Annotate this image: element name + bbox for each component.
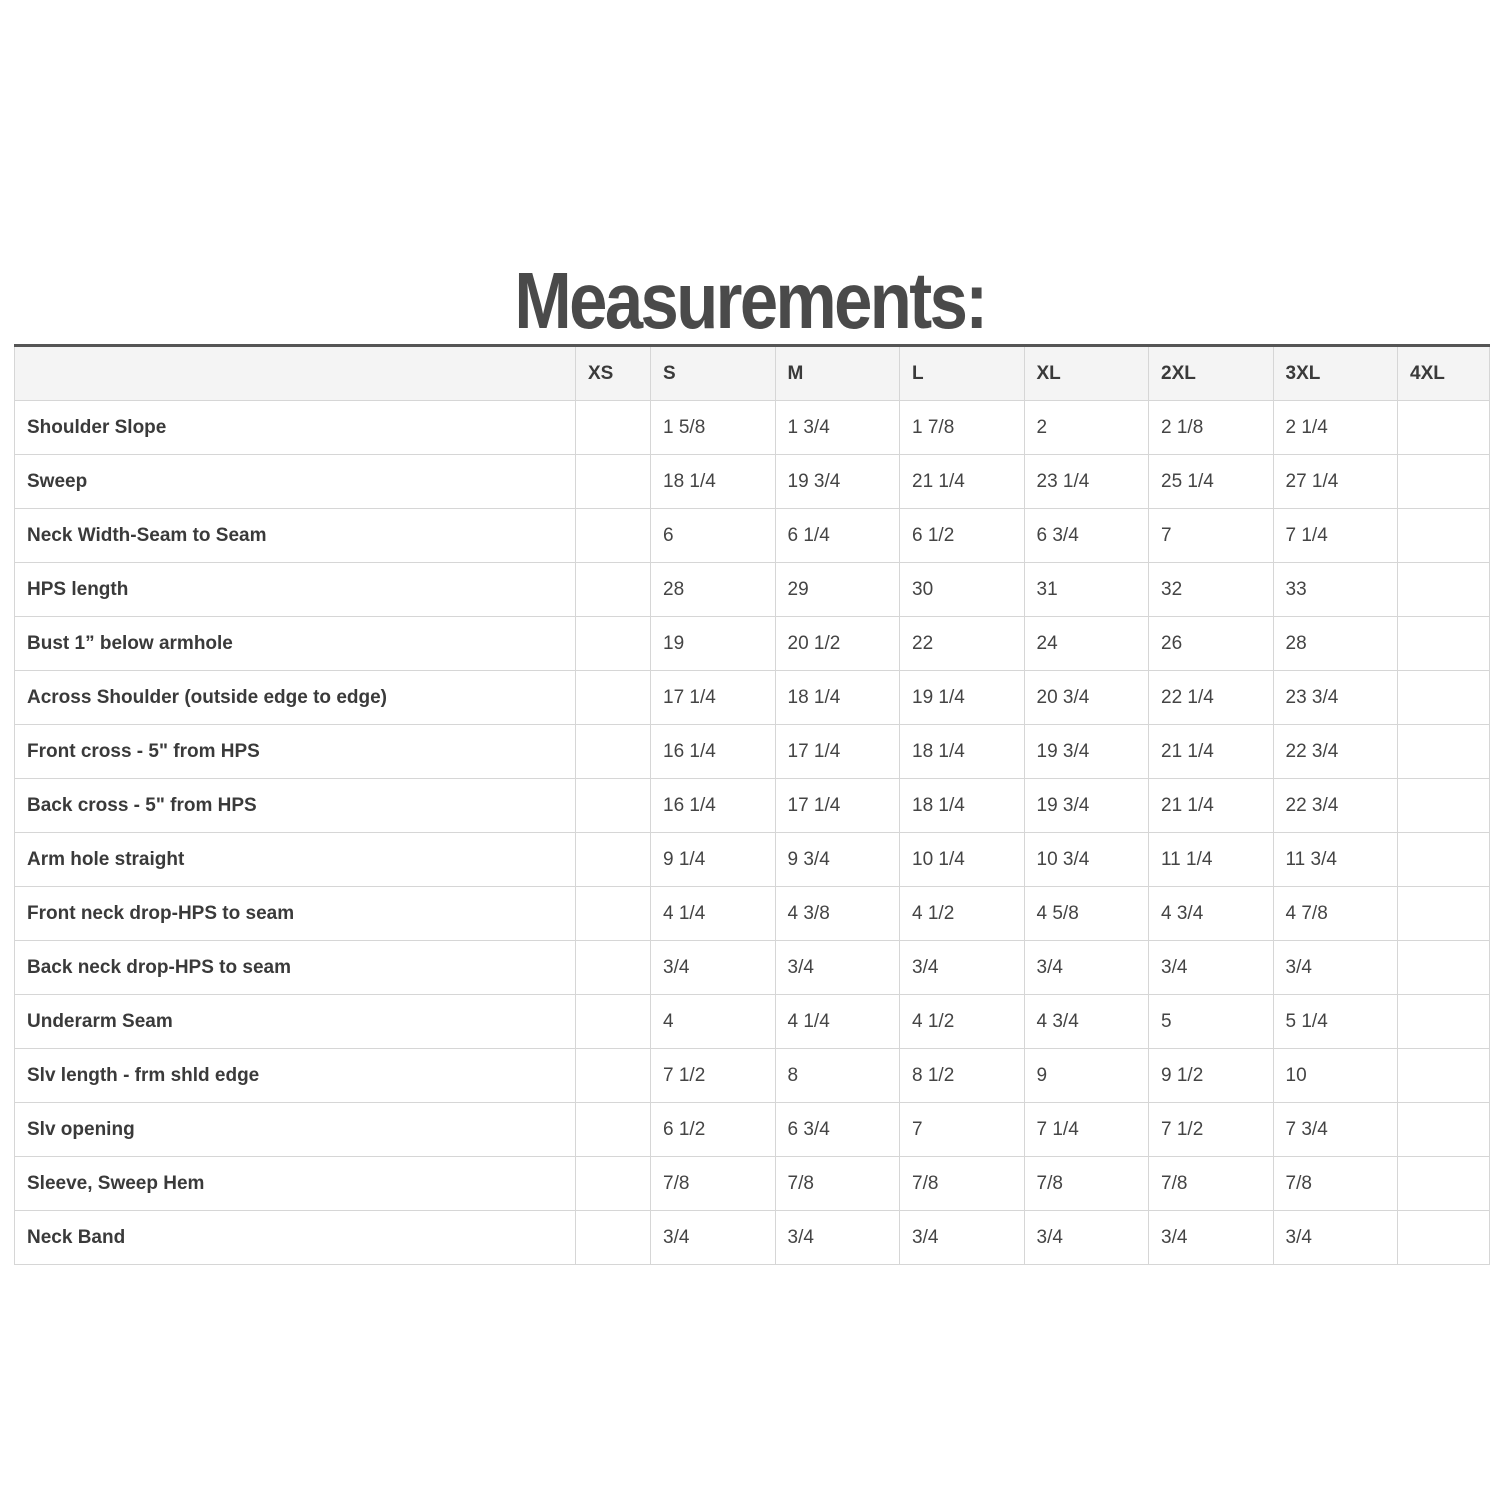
header-cell-size: 4XL bbox=[1398, 346, 1490, 401]
table-cell bbox=[576, 1211, 651, 1265]
table-cell: 16 1/4 bbox=[651, 779, 776, 833]
header-cell-label bbox=[15, 346, 576, 401]
table-cell: 7 1/4 bbox=[1273, 509, 1398, 563]
table-cell: 5 bbox=[1149, 995, 1274, 1049]
measurements-table bbox=[14, 344, 1490, 1265]
table-cell: 3/4 bbox=[651, 941, 776, 995]
table-cell: 3/4 bbox=[900, 1211, 1025, 1265]
row-label: Back cross - 5" from HPS bbox=[15, 779, 576, 833]
table-cell: 17 1/4 bbox=[775, 725, 900, 779]
table-cell: 8 1/2 bbox=[900, 1049, 1025, 1103]
table-cell: 4 1/4 bbox=[775, 995, 900, 1049]
table-row bbox=[15, 1157, 1490, 1211]
table-cell: 7/8 bbox=[651, 1157, 776, 1211]
table-cell: 6 1/4 bbox=[775, 509, 900, 563]
table-cell: 18 1/4 bbox=[651, 455, 776, 509]
table-cell: 4 3/4 bbox=[1024, 995, 1149, 1049]
table-cell: 3/4 bbox=[651, 1211, 776, 1265]
table-cell: 7 bbox=[1149, 509, 1274, 563]
table-cell: 19 1/4 bbox=[900, 671, 1025, 725]
table-cell: 21 1/4 bbox=[1149, 779, 1274, 833]
table-row bbox=[15, 563, 1490, 617]
table-cell: 33 bbox=[1273, 563, 1398, 617]
table-cell bbox=[1398, 455, 1490, 509]
table-row bbox=[15, 1211, 1490, 1265]
table-cell: 4 5/8 bbox=[1024, 887, 1149, 941]
table-cell: 3/4 bbox=[1024, 1211, 1149, 1265]
table-cell: 4 1/4 bbox=[651, 887, 776, 941]
header-cell-size: S bbox=[651, 346, 776, 401]
row-label: Bust 1” below armhole bbox=[15, 617, 576, 671]
table-cell: 28 bbox=[651, 563, 776, 617]
table-cell: 22 bbox=[900, 617, 1025, 671]
table-cell bbox=[1398, 887, 1490, 941]
table-cell: 10 1/4 bbox=[900, 833, 1025, 887]
table-row bbox=[15, 941, 1490, 995]
table-cell: 4 1/2 bbox=[900, 995, 1025, 1049]
table-cell: 16 1/4 bbox=[651, 725, 776, 779]
table-cell: 29 bbox=[775, 563, 900, 617]
table-cell bbox=[576, 1049, 651, 1103]
table-cell: 19 bbox=[651, 617, 776, 671]
table-cell: 26 bbox=[1149, 617, 1274, 671]
table-cell bbox=[1398, 995, 1490, 1049]
row-label: Front cross - 5" from HPS bbox=[15, 725, 576, 779]
table-cell: 10 bbox=[1273, 1049, 1398, 1103]
table-row bbox=[15, 617, 1490, 671]
table-cell bbox=[1398, 941, 1490, 995]
page-title: Measurements: bbox=[514, 256, 986, 345]
table-cell: 6 3/4 bbox=[775, 1103, 900, 1157]
table-cell: 7 bbox=[900, 1103, 1025, 1157]
row-label: Sweep bbox=[15, 455, 576, 509]
table-cell: 4 1/2 bbox=[900, 887, 1025, 941]
table-cell: 18 1/4 bbox=[900, 779, 1025, 833]
table-cell: 21 1/4 bbox=[900, 455, 1025, 509]
table-cell: 21 1/4 bbox=[1149, 725, 1274, 779]
table-cell bbox=[1398, 401, 1490, 455]
table-cell bbox=[1398, 1157, 1490, 1211]
table-cell: 1 7/8 bbox=[900, 401, 1025, 455]
table-cell: 7/8 bbox=[775, 1157, 900, 1211]
table-cell: 3/4 bbox=[775, 941, 900, 995]
table-cell bbox=[1398, 1049, 1490, 1103]
table-cell: 3/4 bbox=[1273, 1211, 1398, 1265]
table-cell: 18 1/4 bbox=[775, 671, 900, 725]
table-cell: 19 3/4 bbox=[1024, 779, 1149, 833]
table-row bbox=[15, 509, 1490, 563]
table-cell bbox=[1398, 617, 1490, 671]
table-cell: 19 3/4 bbox=[1024, 725, 1149, 779]
table-cell: 1 3/4 bbox=[775, 401, 900, 455]
table-cell: 9 3/4 bbox=[775, 833, 900, 887]
table-cell bbox=[576, 455, 651, 509]
row-label: Neck Band bbox=[15, 1211, 576, 1265]
table-cell: 4 3/8 bbox=[775, 887, 900, 941]
table-cell: 6 1/2 bbox=[900, 509, 1025, 563]
table-cell: 24 bbox=[1024, 617, 1149, 671]
table-cell: 17 1/4 bbox=[651, 671, 776, 725]
table-cell bbox=[576, 401, 651, 455]
table-row bbox=[15, 455, 1490, 509]
table-row bbox=[15, 887, 1490, 941]
measurements-table-container bbox=[14, 344, 1490, 1265]
table-cell: 22 3/4 bbox=[1273, 779, 1398, 833]
table-cell: 3/4 bbox=[900, 941, 1025, 995]
table-cell: 9 bbox=[1024, 1049, 1149, 1103]
table-cell bbox=[1398, 833, 1490, 887]
table-cell bbox=[576, 1157, 651, 1211]
table-cell: 5 1/4 bbox=[1273, 995, 1398, 1049]
row-label: Neck Width-Seam to Seam bbox=[15, 509, 576, 563]
row-label: Arm hole straight bbox=[15, 833, 576, 887]
table-cell bbox=[1398, 1211, 1490, 1265]
table-row bbox=[15, 833, 1490, 887]
table-cell bbox=[576, 833, 651, 887]
row-label: Shoulder Slope bbox=[15, 401, 576, 455]
header-cell-size: M bbox=[775, 346, 900, 401]
table-cell: 2 1/8 bbox=[1149, 401, 1274, 455]
row-label: Slv length - frm shld edge bbox=[15, 1049, 576, 1103]
table-cell: 7 1/2 bbox=[1149, 1103, 1274, 1157]
row-label: Across Shoulder (outside edge to edge) bbox=[15, 671, 576, 725]
table-cell: 7/8 bbox=[1024, 1157, 1149, 1211]
table-cell bbox=[576, 563, 651, 617]
table-row bbox=[15, 995, 1490, 1049]
row-label: Underarm Seam bbox=[15, 995, 576, 1049]
header-cell-size: 3XL bbox=[1273, 346, 1398, 401]
table-cell bbox=[576, 941, 651, 995]
table-cell: 2 1/4 bbox=[1273, 401, 1398, 455]
table-cell bbox=[576, 725, 651, 779]
table-cell: 27 1/4 bbox=[1273, 455, 1398, 509]
table-cell: 4 7/8 bbox=[1273, 887, 1398, 941]
table-row bbox=[15, 725, 1490, 779]
table-cell: 22 3/4 bbox=[1273, 725, 1398, 779]
table-cell: 2 bbox=[1024, 401, 1149, 455]
table-row bbox=[15, 1103, 1490, 1157]
row-label: HPS length bbox=[15, 563, 576, 617]
table-cell: 7 1/2 bbox=[651, 1049, 776, 1103]
table-cell: 19 3/4 bbox=[775, 455, 900, 509]
table-cell: 20 3/4 bbox=[1024, 671, 1149, 725]
row-label: Front neck drop-HPS to seam bbox=[15, 887, 576, 941]
table-cell bbox=[576, 1103, 651, 1157]
table-cell: 4 bbox=[651, 995, 776, 1049]
table-cell: 11 3/4 bbox=[1273, 833, 1398, 887]
table-cell: 30 bbox=[900, 563, 1025, 617]
table-cell bbox=[1398, 779, 1490, 833]
table-cell: 18 1/4 bbox=[900, 725, 1025, 779]
table-row bbox=[15, 671, 1490, 725]
table-cell: 17 1/4 bbox=[775, 779, 900, 833]
table-cell: 3/4 bbox=[1024, 941, 1149, 995]
header-cell-size: XS bbox=[576, 346, 651, 401]
table-cell: 3/4 bbox=[1273, 941, 1398, 995]
table-cell: 7/8 bbox=[900, 1157, 1025, 1211]
table-cell bbox=[576, 617, 651, 671]
table-cell bbox=[576, 995, 651, 1049]
table-cell bbox=[576, 779, 651, 833]
row-label: Slv opening bbox=[15, 1103, 576, 1157]
table-cell: 6 1/2 bbox=[651, 1103, 776, 1157]
table-cell: 7 3/4 bbox=[1273, 1103, 1398, 1157]
table-cell: 3/4 bbox=[1149, 941, 1274, 995]
table-cell: 6 bbox=[651, 509, 776, 563]
table-header bbox=[15, 346, 1490, 401]
table-cell: 3/4 bbox=[775, 1211, 900, 1265]
table-cell bbox=[1398, 563, 1490, 617]
table-cell: 8 bbox=[775, 1049, 900, 1103]
table-cell: 22 1/4 bbox=[1149, 671, 1274, 725]
header-row bbox=[15, 346, 1490, 401]
table-row bbox=[15, 779, 1490, 833]
table-cell: 3/4 bbox=[1149, 1211, 1274, 1265]
table-cell bbox=[1398, 725, 1490, 779]
table-body bbox=[15, 401, 1490, 1265]
table-cell: 9 1/4 bbox=[651, 833, 776, 887]
table-cell: 25 1/4 bbox=[1149, 455, 1274, 509]
header-cell-size: XL bbox=[1024, 346, 1149, 401]
table-row bbox=[15, 1049, 1490, 1103]
table-cell: 7 1/4 bbox=[1024, 1103, 1149, 1157]
header-cell-size: L bbox=[900, 346, 1025, 401]
row-label: Sleeve, Sweep Hem bbox=[15, 1157, 576, 1211]
table-cell: 9 1/2 bbox=[1149, 1049, 1274, 1103]
table-cell: 20 1/2 bbox=[775, 617, 900, 671]
table-cell: 23 3/4 bbox=[1273, 671, 1398, 725]
table-cell bbox=[1398, 1103, 1490, 1157]
row-label: Back neck drop-HPS to seam bbox=[15, 941, 576, 995]
table-cell: 10 3/4 bbox=[1024, 833, 1149, 887]
table-cell bbox=[576, 509, 651, 563]
table-cell: 23 1/4 bbox=[1024, 455, 1149, 509]
table-row bbox=[15, 401, 1490, 455]
table-cell bbox=[1398, 509, 1490, 563]
table-cell bbox=[576, 887, 651, 941]
table-cell: 7/8 bbox=[1273, 1157, 1398, 1211]
table-cell: 6 3/4 bbox=[1024, 509, 1149, 563]
table-cell bbox=[1398, 671, 1490, 725]
header-cell-size: 2XL bbox=[1149, 346, 1274, 401]
table-cell: 7/8 bbox=[1149, 1157, 1274, 1211]
table-cell: 31 bbox=[1024, 563, 1149, 617]
table-cell: 28 bbox=[1273, 617, 1398, 671]
table-cell bbox=[576, 671, 651, 725]
table-cell: 11 1/4 bbox=[1149, 833, 1274, 887]
table-cell: 1 5/8 bbox=[651, 401, 776, 455]
table-cell: 4 3/4 bbox=[1149, 887, 1274, 941]
table-cell: 32 bbox=[1149, 563, 1274, 617]
